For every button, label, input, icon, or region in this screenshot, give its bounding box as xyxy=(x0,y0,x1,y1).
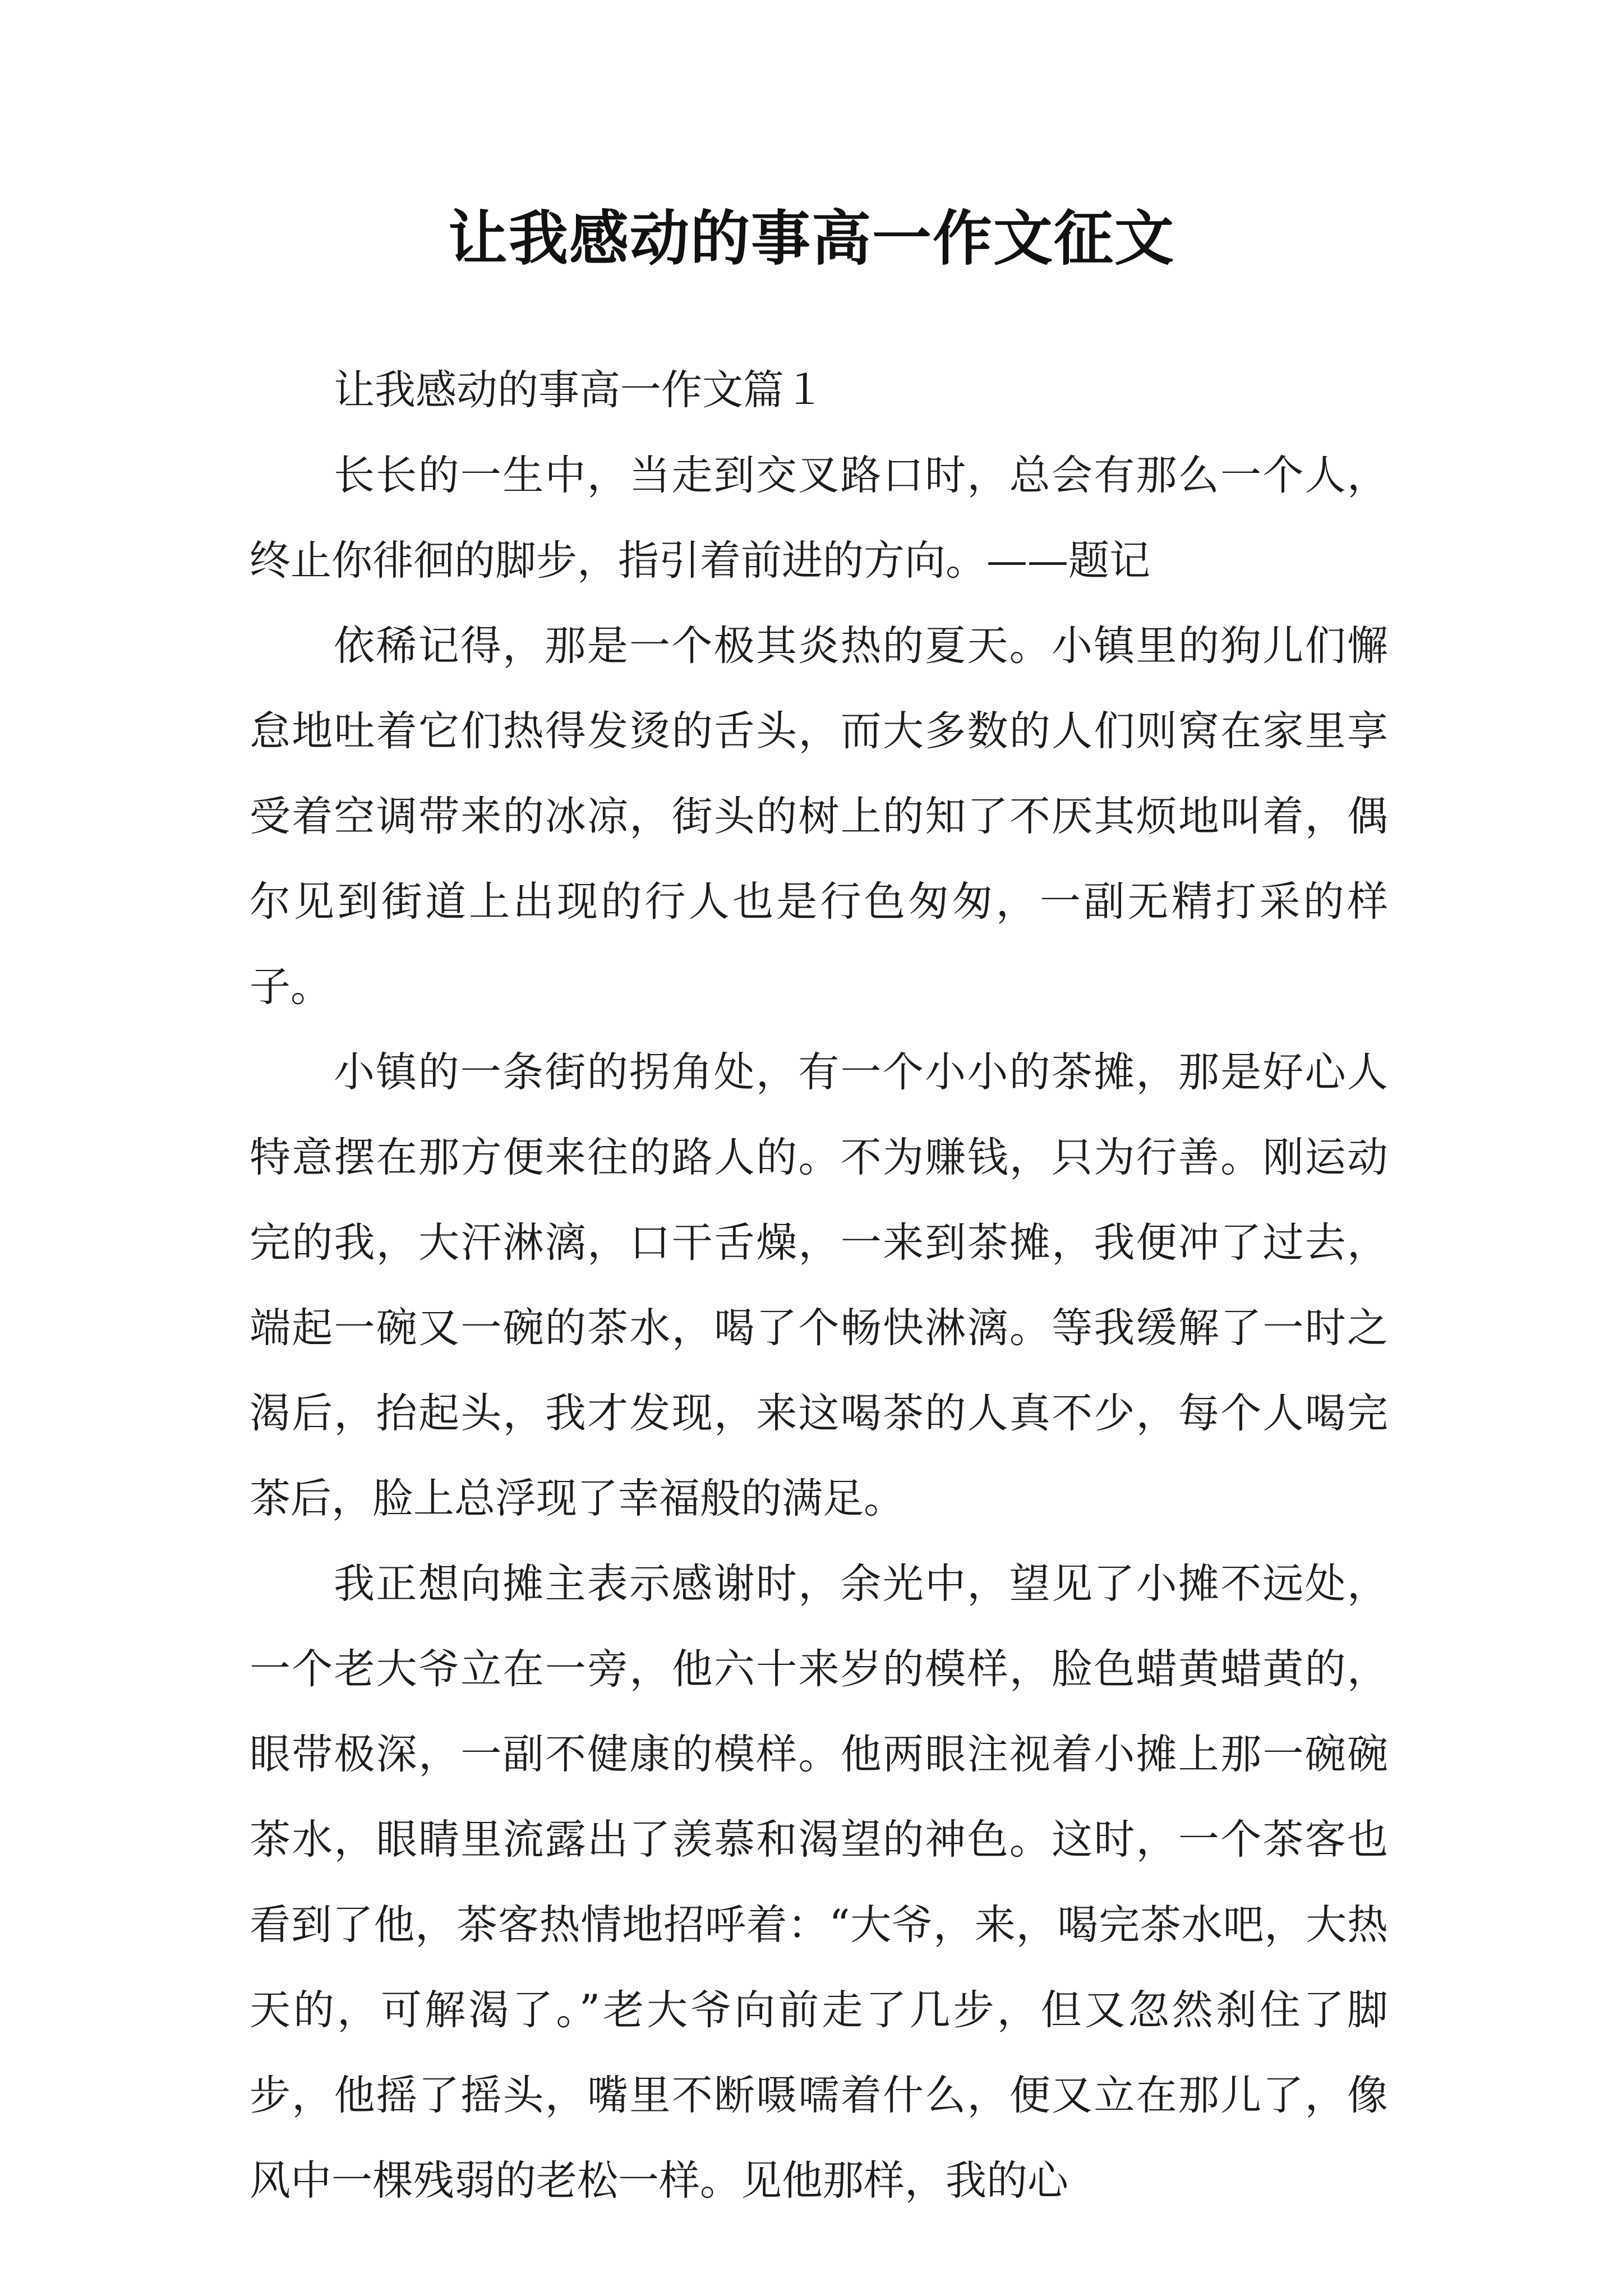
paragraph-summer-day: 依稀记得，那是一个极其炎热的夏天。小镇里的狗儿们懈怠地吐着它们热得发烫的舌头，而大多数的人们则窝在家里享受着空调带来的冰凉，街头的树上的知了不厌其烦地叫着，偶尔见到街道上出现的行人也是行色匆匆，一副无精打采的样子。 xyxy=(250,622,1388,1011)
section-heading: 让我感动的事高一作文篇１ xyxy=(334,366,825,414)
document-body xyxy=(250,348,1388,2224)
paragraph-old-man: 我正想向摊主表示感谢时，余光中，望见了小摊不远处，一个老大爷立在一旁，他六十来岁的模样，脸色蜡黄蜡黄的，眼带极深，一副不健康的模样。他两眼注视着小摊上那一碗碗茶水，眼睛里流露出了羡慕和渴望的神色。这时，一个茶客也看到了他，茶客热情地招呼着：“大爷，来，喝完茶水吧，大热天的，可解渴了。”老大爷向前走了几步，但又忽然刹住了脚步，他摇了摇头，嘴里不断嗫嚅着什么，便又立在那儿了，像风中一棵残弱的老松一样。见他那样，我的心 xyxy=(250,1560,1388,2205)
paragraph-epigraph: 长长的一生中，当走到交叉路口时，总会有那么一个人，终止你徘徊的脚步，指引着前进的方向。——题记 xyxy=(250,452,1388,585)
document-title: 让我感动的事高一作文征文 xyxy=(448,203,1175,273)
paragraph-tea-stall: 小镇的一条街的拐角处，有一个小小的茶摊，那是好心人特意摆在那方便来往的路人的。不为赚钱，只为行善。刚运动完的我，大汗淋漓，口干舌燥，一来到茶摊，我便冲了过去，端起一碗又一碗的茶水，喝了个畅快淋漓。等我缓解了一时之渴后，抬起头，我才发现，来这喝茶的人真不少，每个人喝完茶后，脸上总浮现了幸福般的满足。 xyxy=(250,1048,1388,1522)
